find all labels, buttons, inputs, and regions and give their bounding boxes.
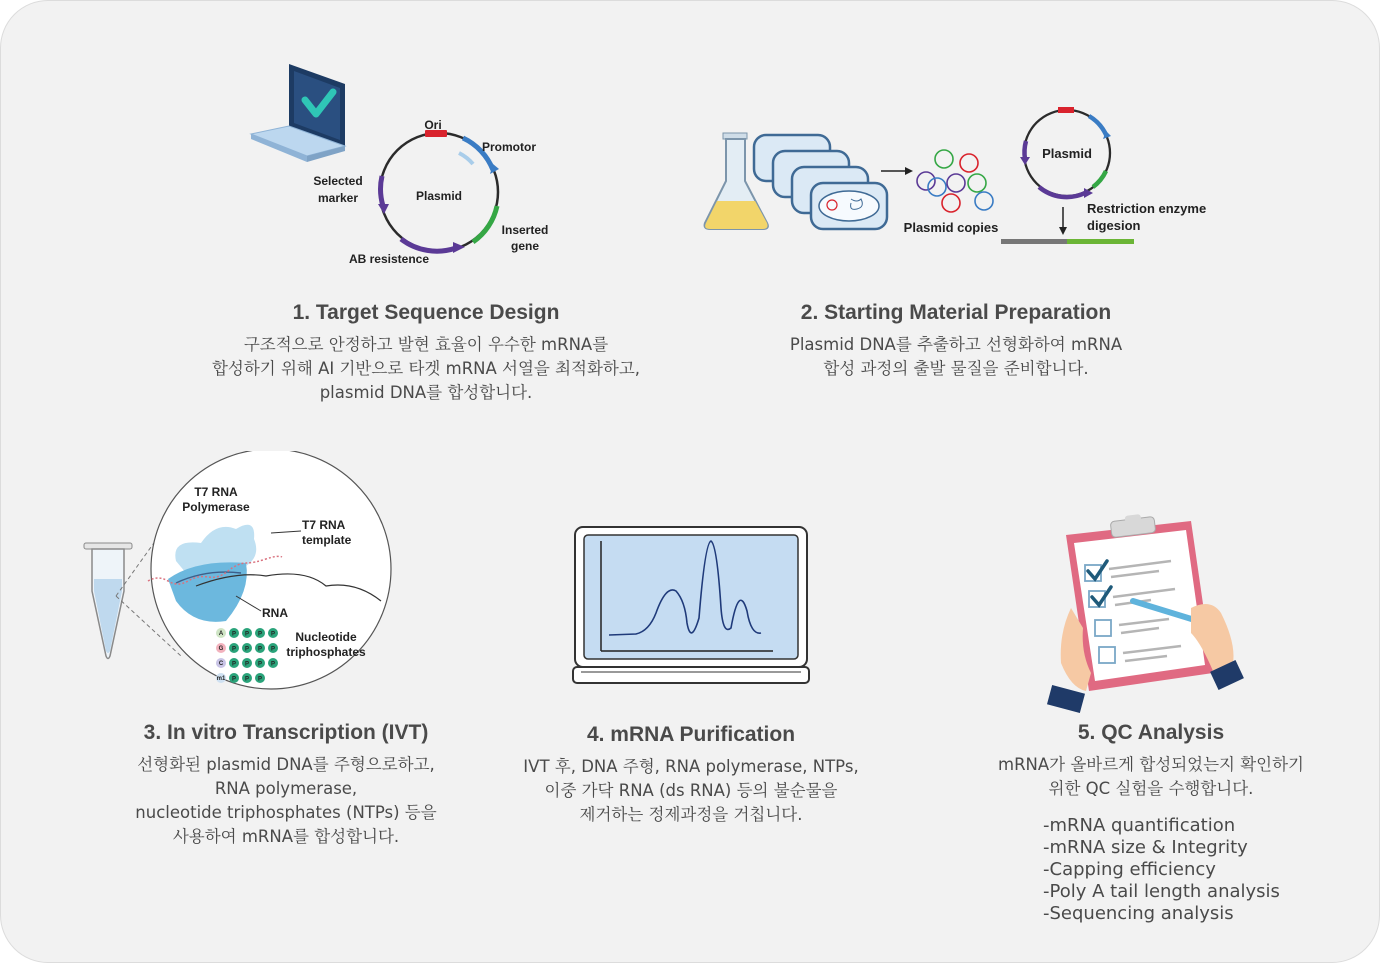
phosphate-label: P [231, 661, 237, 668]
laptop-chart-icon [573, 527, 809, 683]
phosphate-label: P [257, 661, 263, 668]
desc-line: RNA polymerase, [214, 779, 358, 798]
linear-dna-gray [1001, 239, 1067, 244]
base-a-label: A [218, 631, 224, 637]
inserted-gene-label-1: Inserted [501, 223, 549, 237]
step-4 [471, 723, 911, 827]
step-title: 3. In vitro Transcription (IVT) [143, 721, 429, 744]
desc-line: 사용하여 mRNA를 합성합니다. [172, 827, 400, 846]
step-title: 1. Target Sequence Design [292, 301, 560, 324]
ntps-label-1: Nucleotide [295, 630, 357, 644]
ab-resistence-label: AB resistence [348, 252, 430, 266]
list-item: -mRNA quantification [1043, 815, 1236, 836]
phosphate-label: P [231, 646, 237, 653]
step-5 [961, 721, 1341, 925]
desc-line: plasmid DNA를 합성합니다. [319, 383, 533, 402]
desc-line: Plasmid DNA를 추출하고 선형화하여 mRNA [789, 335, 1123, 354]
desc-line: IVT 후, DNA 주형, RNA polymerase, NTPs, [523, 757, 859, 776]
desc-line: 제거하는 정제과정을 거칩니다. [579, 805, 803, 824]
base-m1-label: m1 [216, 676, 226, 682]
purification-illustration [571, 523, 811, 688]
restriction-label-1: Restriction enzyme [1087, 201, 1207, 216]
step-2 [706, 301, 1206, 381]
desc-line: 선형화된 plasmid DNA를 주형으로하고, [137, 755, 435, 774]
step-description [961, 753, 1341, 801]
selected-marker-label-1: Selected [313, 174, 363, 188]
base-c-label: C [218, 661, 224, 667]
desc-line: nucleotide triphosphates (NTPs) 등을 [135, 803, 437, 822]
inserted-gene-label-2: gene [510, 239, 540, 253]
polymerase-label-1: T7 RNA [194, 485, 238, 499]
base-g-label: G [218, 646, 224, 652]
step-title: 5. QC Analysis [1077, 721, 1225, 744]
desc-line: 합성 과정의 출발 물질을 준비합니다. [823, 359, 1089, 378]
desc-line: 합성하기 위해 AI 기반으로 타겟 mRNA 서열을 최적화하고, [211, 359, 641, 378]
phosphate-label: P [244, 631, 250, 638]
list-item: -Sequencing analysis [1043, 903, 1234, 924]
phosphate-label: P [270, 631, 276, 638]
desc-line: mRNA가 올바르게 합성되었는지 확인하기 [998, 755, 1304, 774]
step-title: 4. mRNA Purification [586, 723, 796, 746]
list-item: -mRNA size & Integrity [1043, 837, 1248, 858]
tube-icon [84, 543, 132, 659]
linear-dna-green [1067, 239, 1134, 244]
step-1 [176, 301, 676, 405]
laptop-icon [251, 64, 345, 162]
phosphate-label: P [270, 646, 276, 653]
plasmid-center-label: Plasmid [415, 189, 463, 203]
phosphate-label: P [231, 676, 237, 683]
step-title: 2. Starting Material Preparation [800, 301, 1112, 324]
plasmid-center-label-2: Plasmid [1042, 146, 1092, 161]
polymerase-label-2: Polymerase [182, 500, 250, 514]
plasmid-design-illustration [241, 56, 571, 281]
ivt-illustration [76, 451, 396, 696]
phosphate-label: P [244, 646, 250, 653]
phosphate-label: P [257, 631, 263, 638]
phosphate-label: P [244, 676, 250, 683]
rna-label: RNA [262, 606, 288, 620]
phosphate-label: P [270, 661, 276, 668]
step-description [706, 333, 1206, 381]
selected-marker-label-2: marker [317, 191, 359, 205]
template-label-1: T7 RNA [302, 518, 346, 532]
step-3 [71, 721, 501, 849]
template-label-2: template [302, 533, 352, 547]
step-description [176, 333, 676, 405]
phosphate-label: P [231, 631, 237, 638]
restriction-label-2: digesion [1087, 218, 1141, 233]
material-prep-illustration [701, 101, 1221, 251]
list-item: -Poly A tail length analysis [1043, 881, 1280, 902]
qc-analysis-list [961, 815, 1341, 925]
step-description [71, 753, 501, 849]
step-description [471, 755, 911, 827]
ntps-label-2: triphosphates [286, 645, 366, 659]
bacteria-cultures [754, 135, 887, 229]
desc-line: 구조적으로 안정하고 발현 효율이 우수한 mRNA를 [243, 335, 609, 354]
plasmid-copies-label: Plasmid copies [903, 220, 999, 235]
ori-label: Ori [424, 118, 442, 132]
phosphate-label: P [257, 646, 263, 653]
plasmid-copies [917, 150, 993, 212]
promotor-label: Promotor [482, 140, 536, 154]
desc-line: 위한 QC 실험을 수행합니다. [1048, 779, 1254, 798]
qc-illustration [1041, 513, 1251, 718]
list-item: -Capping efficiency [1043, 859, 1216, 880]
phosphate-label: P [257, 676, 263, 683]
phosphate-label: P [244, 661, 250, 668]
desc-line: 이중 가닥 RNA (ds RNA) 등의 불순물을 [544, 781, 838, 800]
